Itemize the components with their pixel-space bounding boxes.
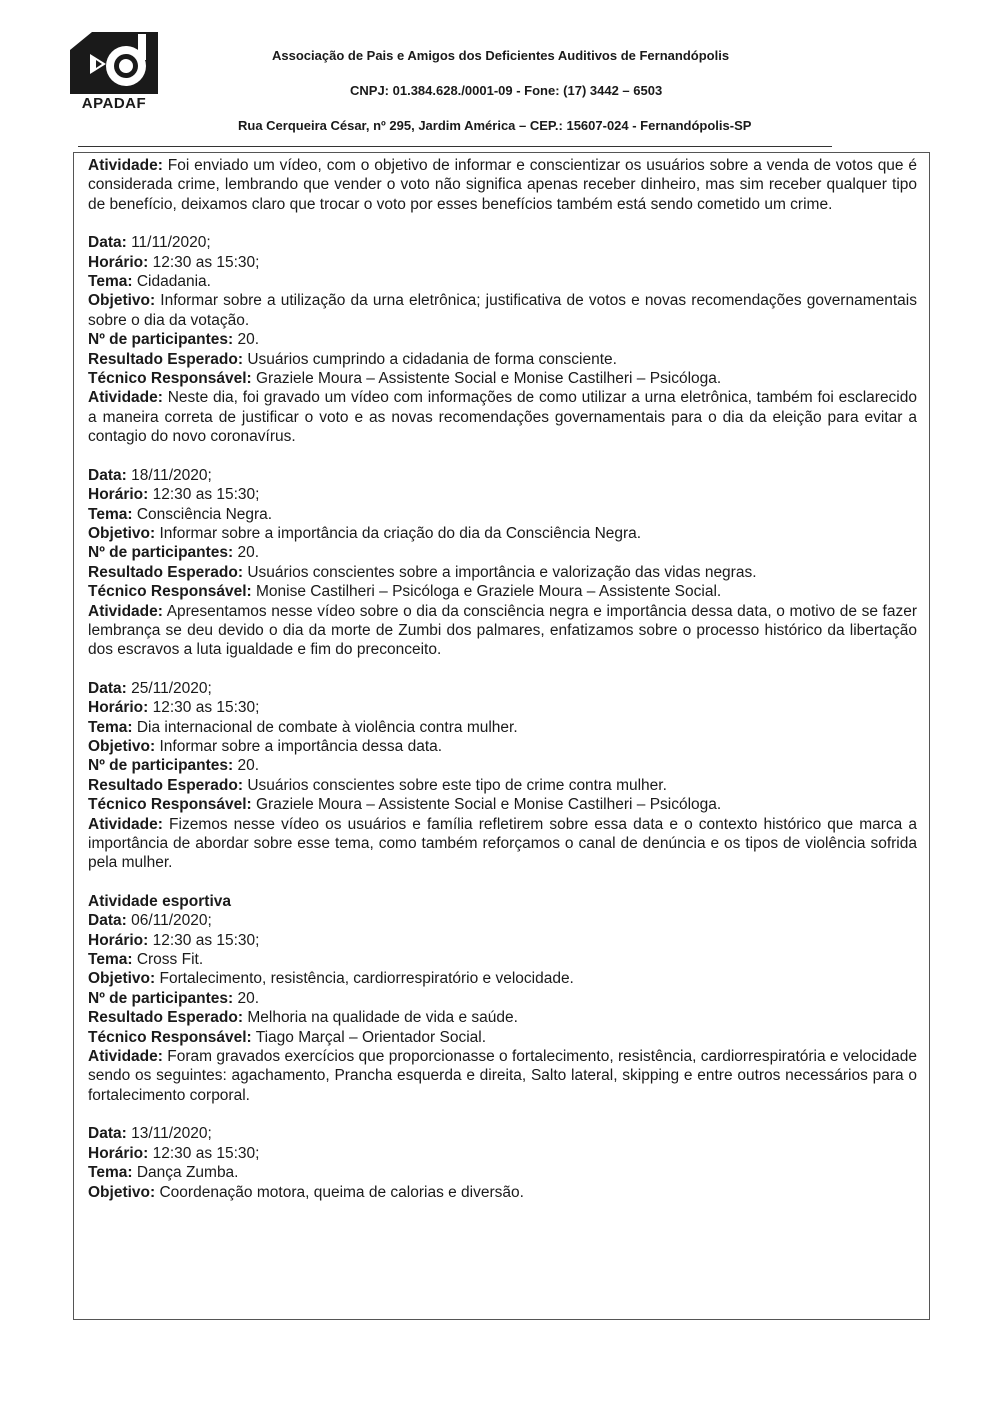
s3-tecnico: Técnico Responsável: Graziele Moura – Assistente Social e Monise Castilheri – Psicóloga. [88, 796, 722, 814]
s2-horario: Horário: 12:30 as 15:30; [88, 486, 260, 504]
association-name: Associação de Pais e Amigos dos Deficientes Auditivos de Fernandópolis [272, 48, 730, 63]
s4-participantes: Nº de participantes: 20. [88, 989, 260, 1007]
s2-resultado: Resultado Esperado: Usuários conscientes sobre a importância e valorização das vidas negras. [88, 563, 757, 581]
s2-atividade: Atividade: Apresentamos nesse vídeo sobre o dia da consciência negra e importância dessa data, o motivo de se fazer lembrança se deu devido o dia da morte de Zumbi dos palmares, enfatizamos sobre o processo histórico da libertação dos escravos a luta igualdade e fim do preconceito. [88, 602, 917, 659]
s5-tema: Tema: Dança Zumba. [88, 1164, 239, 1182]
logo-text: APADAF [81, 95, 147, 112]
s3-objetivo: Objetivo: Informar sobre a importância dessa data. [88, 737, 443, 755]
report-box [73, 152, 930, 1320]
s5-objetivo: Objetivo: Coordenação motora, queima de calorias e diversão. [88, 1183, 524, 1201]
s4-horario: Horário: 12:30 as 15:30; [88, 931, 260, 949]
sport-title: Atividade esportiva [88, 892, 231, 910]
s4-resultado: Resultado Esperado: Melhoria na qualidade de vida e saúde. [88, 1009, 518, 1027]
s3-resultado: Resultado Esperado: Usuários conscientes sobre este tipo de crime contra mulher. [88, 776, 667, 794]
s5-data: Data: 13/11/2020; [88, 1125, 212, 1143]
address: Rua Cerqueira César, nº 295, Jardim América – CEP.: 15607-024 - Fernandópolis-SP [238, 118, 752, 133]
s4-tecnico: Técnico Responsável: Tiago Marçal – Orientador Social. [88, 1028, 487, 1046]
s2-objetivo: Objetivo: Informar sobre a importância da criação do dia da Consciência Negra. [88, 524, 642, 542]
s4-data: Data: 06/11/2020; [88, 912, 212, 930]
s1-data: Data: 11/11/2020; [88, 234, 211, 252]
s1-participantes: Nº de participantes: 20. [88, 331, 260, 349]
report-content [88, 156, 917, 1202]
s2-tema: Tema: Consciência Negra. [88, 505, 273, 523]
s5-horario: Horário: 12:30 as 15:30; [88, 1144, 260, 1162]
s4-tema: Tema: Cross Fit. [88, 951, 204, 969]
intro-atividade: Atividade: Foi enviado um vídeo, com o objetivo de informar e conscientizar os usuários sobre a venda de votos que é considerada crime, lembrando que vender o voto não significa apenas receber dinheiro, mas sim receber qualquer tipo de benefício, deixamos claro que trocar o voto por esses benefícios também está sendo cometido um crime. [88, 157, 918, 213]
s1-horario: Horário: 12:30 as 15:30; [88, 253, 260, 271]
s3-atividade: Atividade: Fizemos nesse vídeo os usuários e família refletirem sobre essa data e o contexto histórico que marca a importância de abordar sobre esse tema, como também reforçamos o canal de denúncia e os tipos de violência sofrida pela mulher. [88, 815, 917, 872]
s3-horario: Horário: 12:30 as 15:30; [88, 699, 260, 717]
cnpj-phone: CNPJ: 01.384.628./0001-09 - Fone: (17) 3442 – 6503 [350, 83, 663, 98]
s1-tema: Tema: Cidadania. [88, 273, 211, 291]
s2-participantes: Nº de participantes: 20. [88, 544, 260, 562]
s2-tecnico: Técnico Responsável: Monise Castilheri – Psicóloga e Graziele Moura – Assistente Social. [88, 583, 722, 601]
s1-objetivo: Objetivo: Informar sobre a utilização da urna eletrônica; justificativa de votos e novas recomendações governamentais sobre o dia da votação. [88, 292, 917, 329]
s1-atividade: Atividade: Neste dia, foi gravado um vídeo com informações de como utilizar a urna eletrônica, também foi esclarecido a maneira correta de justificar o voto e as novas recomendações governamentais para o dia da eleição para evitar a contagio do novo coronavírus. [88, 389, 917, 446]
s4-atividade: Atividade: Foram gravados exercícios que proporcionasse o fortalecimento, resistência, cardiorrespiratória e velocidade sendo os seguintes: agachamento, Prancha esquerda e direita, Salto lateral, skipping e entre outros necessários para o fortalecimento corporal. [88, 1048, 917, 1104]
s1-tecnico: Técnico Responsável: Graziele Moura – Assistente Social e Monise Castilheri – Psicóloga. [88, 370, 722, 388]
s3-tema: Tema: Dia internacional de combate à violência contra mulher. [88, 718, 518, 736]
s1-resultado: Resultado Esperado: Usuários cumprindo a cidadania de forma consciente. [88, 350, 617, 368]
s2-data: Data: 18/11/2020; [88, 466, 212, 484]
header-divider [78, 146, 832, 147]
s3-participantes: Nº de participantes: 20. [88, 757, 260, 775]
s4-objetivo: Objetivo: Fortalecimento, resistência, cardiorrespiratório e velocidade. [88, 970, 574, 988]
s3-data: Data: 25/11/2020; [88, 679, 212, 697]
